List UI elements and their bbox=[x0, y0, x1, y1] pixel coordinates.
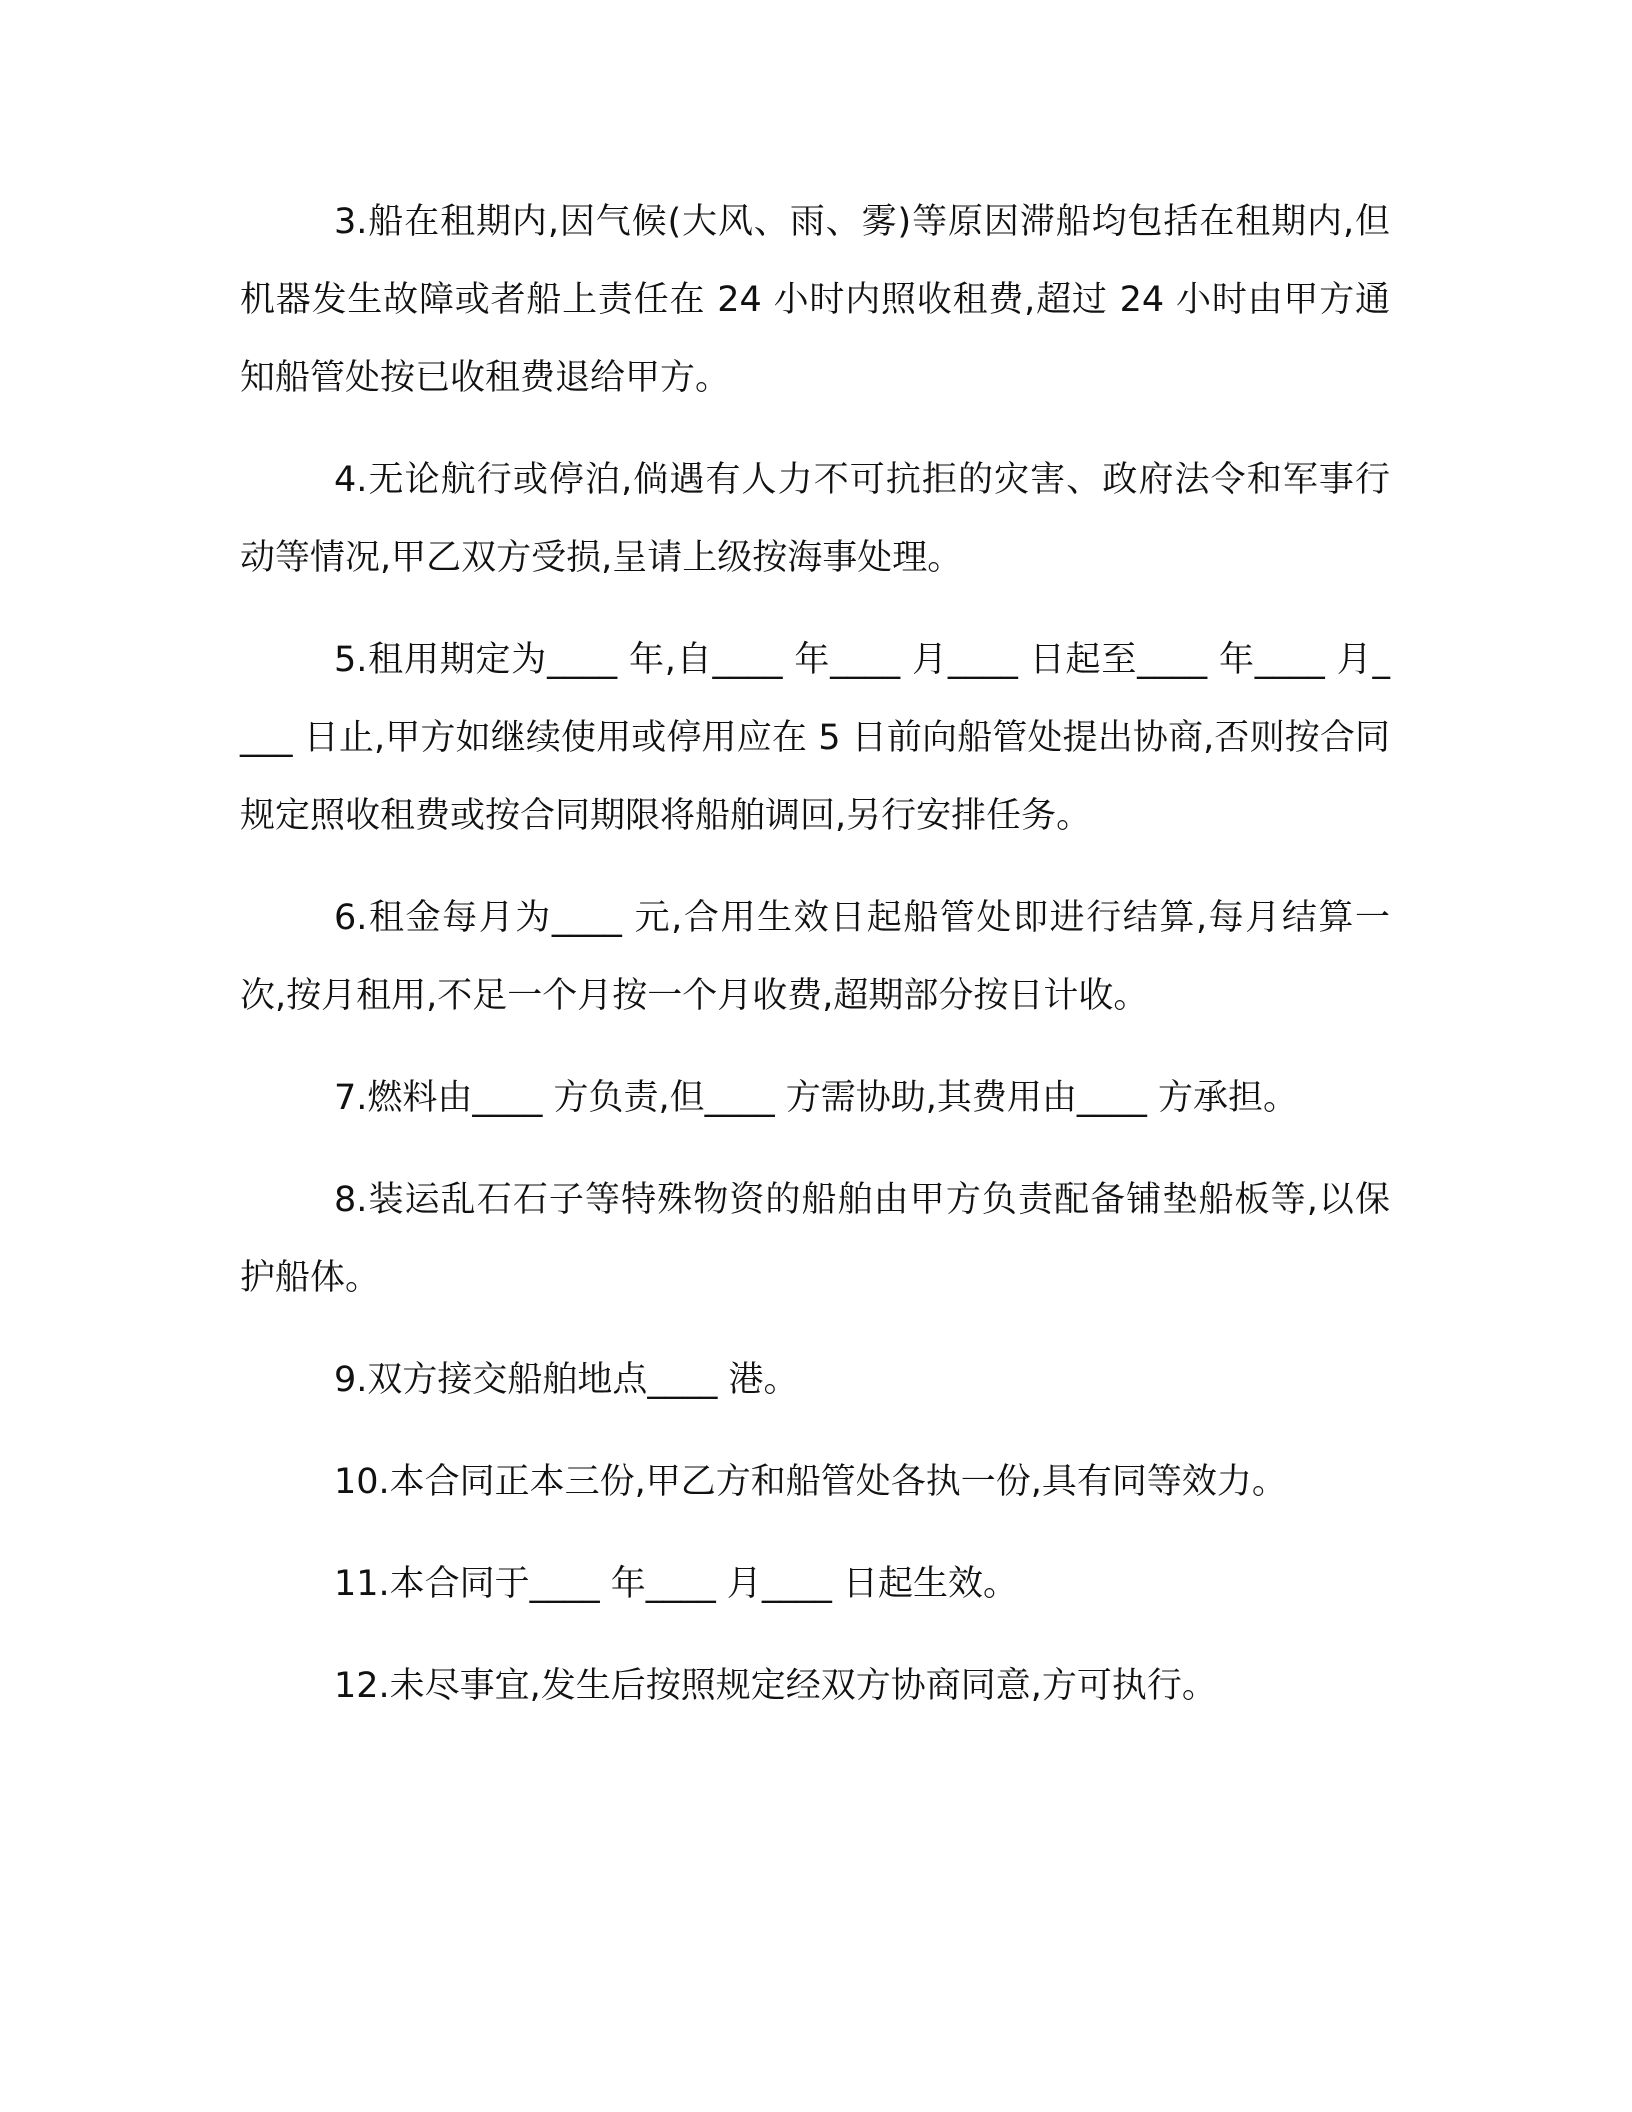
clause-10: 10.本合同正本三份,甲乙方和船管处各执一份,具有同等效力。 bbox=[334, 1462, 1287, 1502]
clause-6: 6.租金每月为____ 元,合用生效日起船管处即进行结算,每月结算一次,按月租用,不足一个月按一个月收费,超期部分按日计收。 bbox=[240, 898, 1390, 1016]
clause-7: 7.燃料由____ 方负责,但____ 方需协助,其费用由____ 方承担。 bbox=[334, 1078, 1299, 1118]
clause-9: 9.双方接交船舶地点____ 港。 bbox=[334, 1360, 799, 1400]
clause-4: 4.无论航行或停泊,倘遇有人力不可抗拒的灾害、政府法令和军事行动等情况,甲乙双方受损,呈请上级按海事处理。 bbox=[240, 460, 1390, 578]
clause-11: 11.本合同于____ 年____ 月____ 日起生效。 bbox=[334, 1564, 1019, 1604]
clause-12: 12.未尽事宜,发生后按照规定经双方协商同意,方可执行。 bbox=[334, 1666, 1217, 1706]
contract-body bbox=[240, 183, 1390, 1749]
clause-8: 8.装运乱石石子等特殊物资的船舶由甲方负责配备铺垫船板等,以保护船体。 bbox=[240, 1180, 1390, 1298]
clause-3: 3.船在租期内,因气候(大风、雨、雾)等原因滞船均包括在租期内,但机器发生故障或者船上责任在 24 小时内照收租费,超过 24 小时由甲方通知船管处按已收租费退给甲方。 bbox=[240, 202, 1390, 398]
clause-5: 5.租用期定为____ 年,自____ 年____ 月____ 日起至____ 年____ 月____ 日止,甲方如继续使用或停用应在 5 日前向船管处提出协商,否则按合同规定照收租费或按合同期限将船舶调回,另行安排任务。 bbox=[240, 640, 1390, 836]
